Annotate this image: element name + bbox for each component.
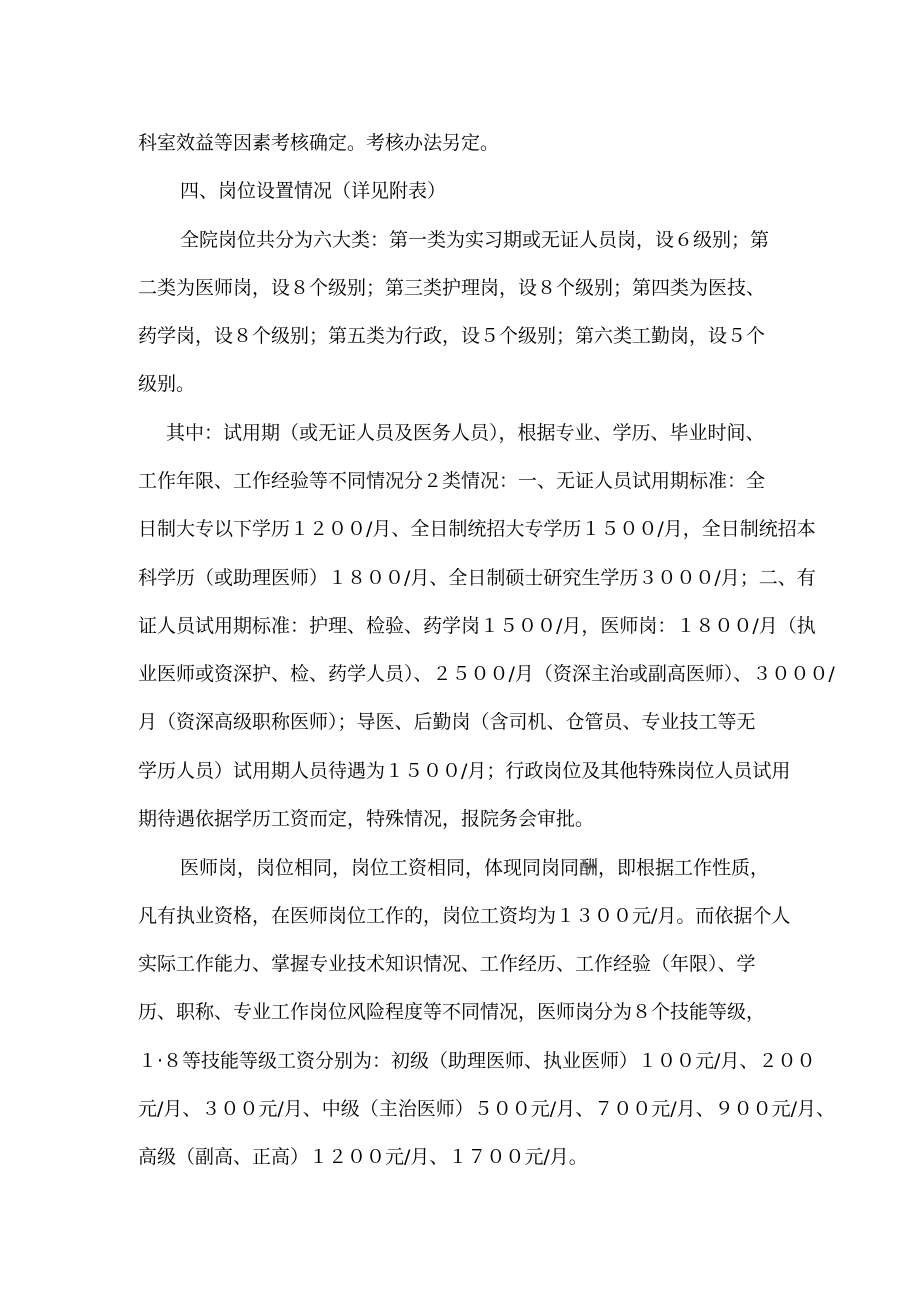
paragraph-line: 二类为医师岗，设８个级别；第三类护理岗，设８个级别；第四类为医技、: [138, 277, 766, 299]
paragraph-line: 学历人员）试用期人员待遇为１５００/月；行政岗位及其他特殊岗位人员试用: [138, 760, 791, 782]
paragraph-line: 工作年限、工作经验等不同情况分２类情况：一、无证人员试用期标准：全: [138, 470, 766, 492]
paragraph-line: 月（资深高级职称医师）；导医、后勤岗（含司机、仓管员、专业技工等无: [138, 711, 756, 733]
paragraph-line: 日制大专以下学历１２００/月、全日制统招大专学历１５００/月，全日制统招本: [138, 518, 816, 540]
paragraph-line: 元/月、３００元/月、中级（主治医师）５００元/月、７００元/月、９００元/月、: [138, 1098, 836, 1120]
paragraph-line: 凡有执业资格，在医师岗位工作的，岗位工资均为１３００元/月。而依据个人: [138, 905, 791, 927]
paragraph-line: 其中：试用期（或无证人员及医务人员），根据专业、学历、毕业时间、: [166, 422, 765, 444]
paragraph-line: 高级（副高、正高）１２００元/月、１７００元/月。: [138, 1146, 588, 1168]
section-heading: 四、岗位设置情况（详见附表）: [180, 180, 447, 202]
paragraph-line: 科学历（或助理医师）１８００/月、全日制硕士研究生学历３０００/月；二、有: [138, 567, 816, 589]
paragraph-line: 业医师或资深护、检、药学人员）、２５００/月（资深主治或副高医师）、３０００/: [138, 663, 835, 685]
paragraph-line: 历、职称、专业工作岗位风险程度等不同情况，医师岗分为８个技能等级，: [138, 1001, 766, 1023]
paragraph-tail-line: 科室效益等因素考核确定。考核办法另定。: [138, 132, 500, 154]
paragraph-line: 期待遇依据学历工资而定，特殊情况，报院务会审批。: [138, 808, 595, 830]
paragraph-line: 药学岗，设８个级别；第五类为行政，设５个级别；第六类工勤岗，设５个: [138, 325, 766, 347]
paragraph-line: 证人员试用期标准：护理、检验、药学岗１５００/月，医师岗：１８００/月（执: [138, 615, 816, 637]
paragraph-line: １·８等技能等级工资分别为：初级（助理医师、执业医师）１００元/月、２００: [138, 1050, 816, 1072]
paragraph-line: 医师岗，岗位相同，岗位工资相同，体现同岗同酬，即根据工作性质，: [180, 857, 770, 879]
paragraph-line: 全院岗位共分为六大类：第一类为实习期或无证人员岗，设６级别；第: [180, 229, 770, 251]
paragraph-line: 级别。: [138, 373, 196, 395]
paragraph-line: 实际工作能力、掌握专业技术知识情况、工作经历、工作经验（年限）、学: [138, 953, 756, 975]
